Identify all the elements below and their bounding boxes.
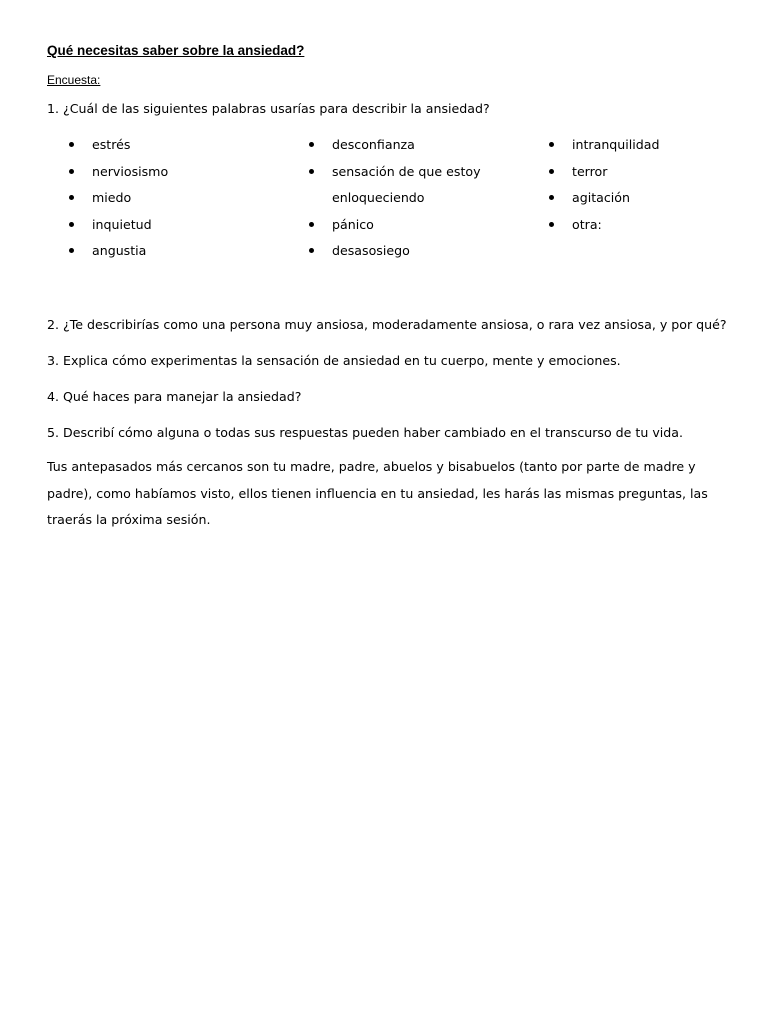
question-2: 2. ¿Te describirías como una persona muy ansiosa, moderadamente ansiosa, o rara vez ansiosa, y por qué? <box>47 317 727 332</box>
bullet-icon <box>69 142 74 147</box>
document-page <box>47 0 737 1024</box>
list-item: pánico <box>309 216 481 243</box>
bullet-icon <box>549 195 554 200</box>
question-1: 1. ¿Cuál de las siguientes palabras usarías para describir la ansiedad? <box>47 101 490 116</box>
list-item: angustia <box>69 242 168 269</box>
ancestors-paragraph: Tus antepasados más cercanos son tu madre, padre, abuelos y bisabuelos (tanto por parte de madre y padre), como habíamos visto, ellos tienen influencia en tu ansiedad, les harás las mismas preguntas, las traerás la próxima sesión. <box>47 459 708 528</box>
list-item: nerviosismo <box>69 163 168 190</box>
bullet-icon <box>309 248 314 253</box>
list-item: inquietud <box>69 216 168 243</box>
list-item: desasosiego <box>309 242 481 269</box>
survey-subtitle: Encuesta: <box>47 73 101 87</box>
bullet-icon <box>69 248 74 253</box>
bullet-icon <box>549 142 554 147</box>
list-item: intranquilidad <box>549 136 659 163</box>
bullet-icon <box>69 195 74 200</box>
bullet-icon <box>549 169 554 174</box>
question-3: 3. Explica cómo experimentas la sensación de ansiedad en tu cuerpo, mente y emociones. <box>47 353 621 368</box>
list-item: agitación <box>549 189 659 216</box>
list-item: desconfianza <box>309 136 481 163</box>
list-item: miedo <box>69 189 168 216</box>
question-4: 4. Qué haces para manejar la ansiedad? <box>47 389 302 404</box>
list-item: otra: <box>549 216 659 243</box>
bullet-icon <box>69 222 74 227</box>
bullet-icon <box>309 222 314 227</box>
document-title: Qué necesitas saber sobre la ansiedad? <box>47 43 305 58</box>
bullet-icon <box>549 222 554 227</box>
question-5: 5. Describí cómo alguna o todas sus respuestas pueden haber cambiado en el transcurso de tu vida. <box>47 425 684 440</box>
word-list-column-3 <box>549 136 659 242</box>
list-item: sensación de que estoy <box>309 163 481 190</box>
list-item-continuation: enloqueciendo <box>332 190 425 206</box>
bullet-icon <box>69 169 74 174</box>
word-list-column-2 <box>309 136 481 269</box>
list-item: estrés <box>69 136 168 163</box>
list-item: terror <box>549 163 659 190</box>
bullet-icon <box>309 142 314 147</box>
bullet-icon <box>309 169 314 174</box>
word-list-column-1 <box>69 136 168 269</box>
